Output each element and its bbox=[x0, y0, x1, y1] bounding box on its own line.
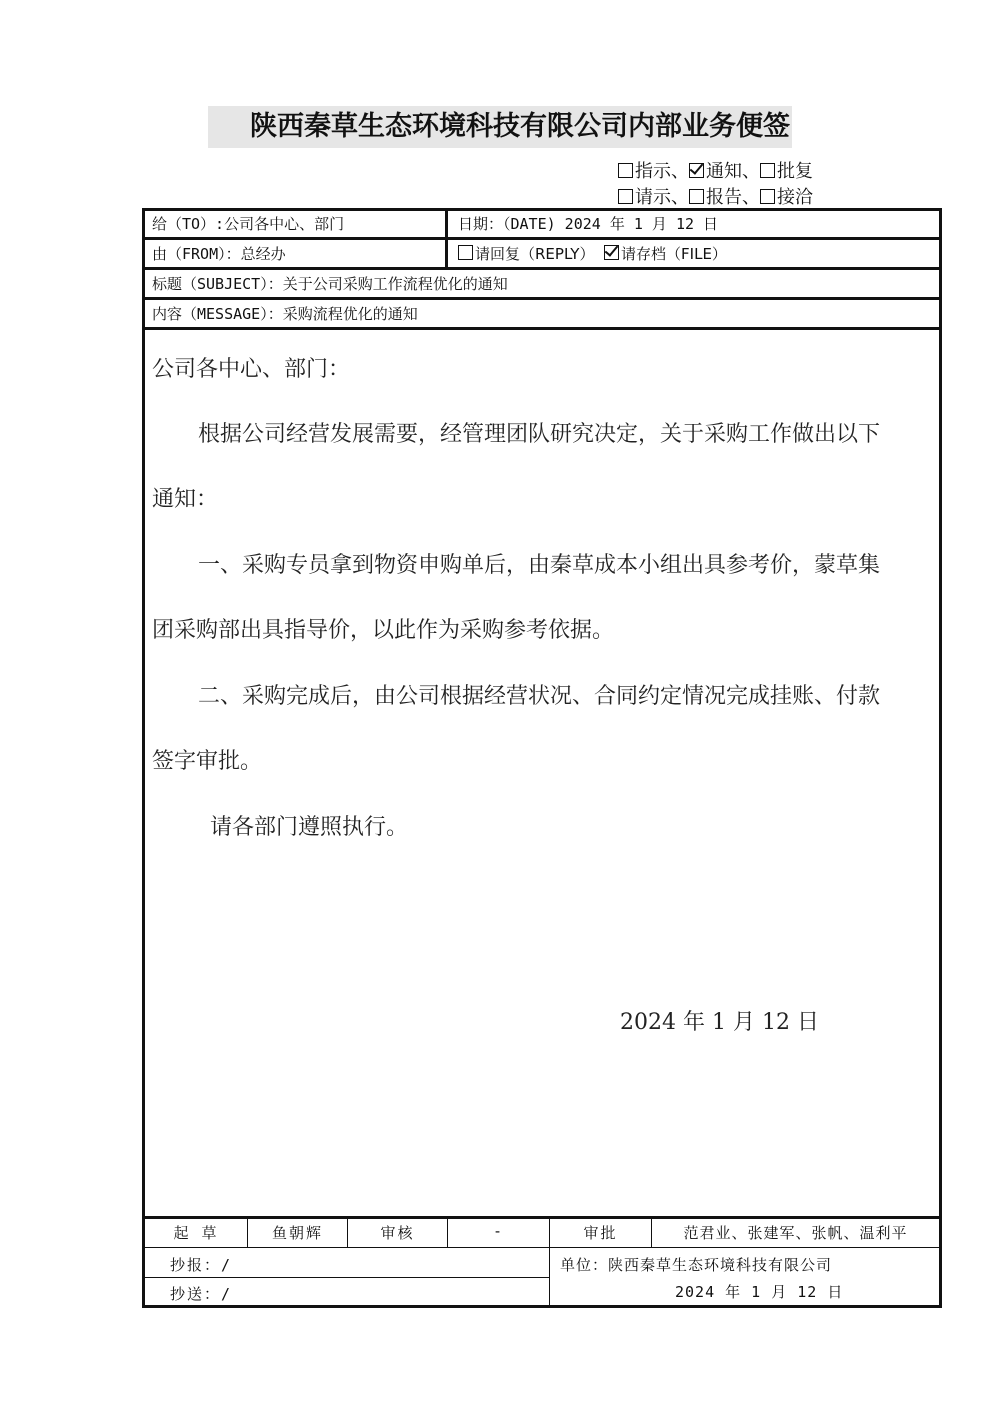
divider bbox=[142, 1216, 942, 1219]
checkbox-report[interactable] bbox=[689, 189, 704, 204]
checkbox-request[interactable] bbox=[618, 189, 633, 204]
signature-date: 2024 年 1 月 12 日 bbox=[620, 1010, 819, 1035]
divider bbox=[142, 1277, 550, 1278]
subject-field: 标题（SUBJECT）：关于公司采购工作流程优化的通知 bbox=[152, 275, 508, 293]
checkbox-please-file[interactable] bbox=[604, 245, 619, 260]
doc-type-label: 批复 bbox=[777, 161, 813, 182]
review-label: 审核 bbox=[380, 1224, 415, 1242]
divider bbox=[445, 208, 448, 268]
approvers: 范君业、张建军、张帆、温利平 bbox=[683, 1224, 908, 1242]
divider bbox=[142, 237, 942, 240]
doc-type-label: 通知 bbox=[706, 161, 742, 182]
checkbox-liaison[interactable] bbox=[760, 189, 775, 204]
salutation: 公司各中心、部门： bbox=[152, 357, 351, 382]
file-label: 请存档（FILE） bbox=[621, 245, 727, 263]
draft-name: 鱼朝辉 bbox=[271, 1224, 323, 1242]
checkbox-instruction[interactable] bbox=[618, 163, 633, 178]
issue-date: 2024 年 1 月 12 日 bbox=[675, 1283, 844, 1301]
reply-label: 请回复（REPLY） bbox=[475, 245, 595, 263]
paragraph-2-line-1: 一、采购专员拿到物资申购单后，由秦草成本小组出具参考价，蒙草集 bbox=[198, 553, 881, 578]
checkbox-please-reply[interactable] bbox=[458, 245, 473, 260]
divider bbox=[142, 267, 942, 270]
closing-line: 请各部门遵照执行。 bbox=[210, 815, 409, 840]
divider bbox=[142, 297, 942, 300]
doc-type-label: 指示 bbox=[635, 161, 671, 182]
paragraph-2-line-2: 团采购部出具指导价，以此作为采购参考依据。 bbox=[152, 618, 615, 643]
doc-type-row-1: 指示、 通知、 批复 bbox=[618, 157, 813, 183]
paragraph-1-line-2: 通知： bbox=[152, 487, 219, 512]
approve-label: 审批 bbox=[583, 1224, 618, 1242]
report-to: 抄报：/ bbox=[170, 1256, 233, 1274]
reply-file-options bbox=[458, 244, 727, 264]
doc-type-label: 请示 bbox=[635, 187, 671, 208]
draft-label: 起 草 bbox=[173, 1224, 219, 1242]
document-title: 陕西秦草生态环境科技有限公司内部业务便签 bbox=[208, 106, 792, 148]
send-to: 抄送：/ bbox=[170, 1285, 233, 1303]
doc-type-label: 报告 bbox=[706, 187, 742, 208]
divider bbox=[142, 327, 942, 330]
to-field: 给（TO）:公司各中心、部门 bbox=[152, 215, 345, 233]
divider bbox=[142, 1247, 942, 1248]
checkbox-notice[interactable] bbox=[689, 163, 704, 178]
doc-type-row-2: 请示、 报告、 接洽 bbox=[618, 183, 813, 209]
issuing-unit: 单位：陕西秦草生态环境科技有限公司 bbox=[560, 1256, 833, 1274]
paragraph-3-line-1: 二、采购完成后，由公司根据经营状况、合同约定情况完成挂账、付款 bbox=[198, 684, 881, 709]
checkbox-reply[interactable] bbox=[760, 163, 775, 178]
doc-type-label: 接洽 bbox=[777, 187, 813, 208]
review-value: - bbox=[492, 1222, 505, 1240]
paragraph-1-line-1: 根据公司经营发展需要，经管理团队研究决定，关于采购工作做出以下 bbox=[198, 422, 881, 447]
paragraph-3-line-2: 签字审批。 bbox=[152, 749, 263, 774]
from-field: 由（FROM）：总经办 bbox=[152, 245, 286, 263]
date-field: 日期：（DATE) 2024 年 1 月 12 日 bbox=[458, 215, 719, 233]
message-field: 内容（MESSAGE）：采购流程优化的通知 bbox=[152, 305, 418, 323]
